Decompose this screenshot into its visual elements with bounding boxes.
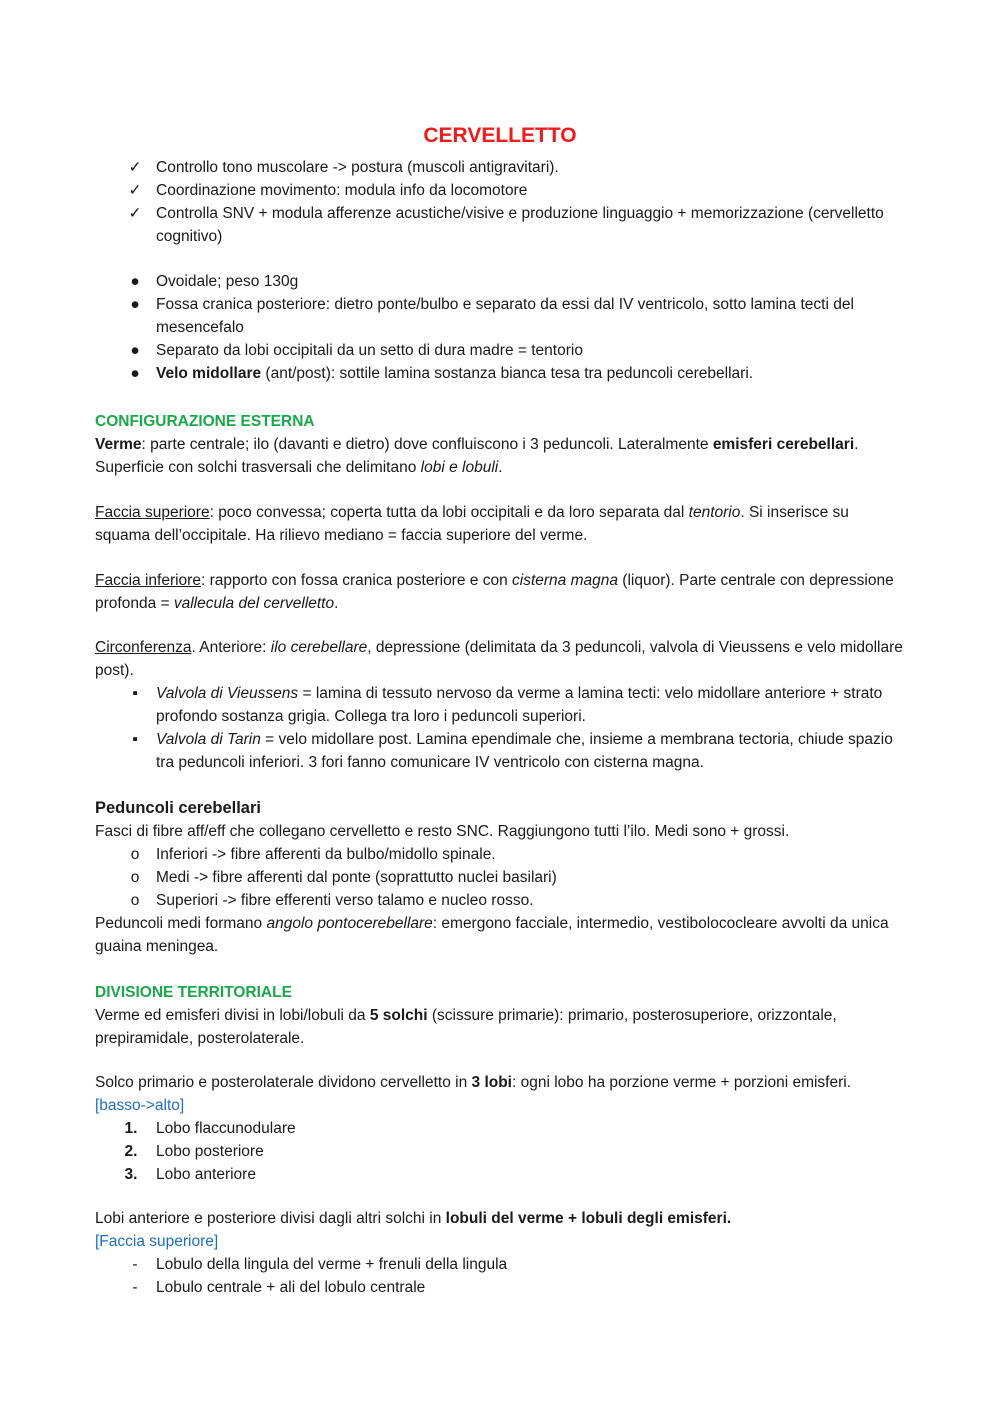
bullet-icon: ● bbox=[130, 342, 140, 359]
circle-bullet-icon: o bbox=[130, 892, 140, 909]
paragraph-faccia-superiore: Faccia superiore: poco convessa; coperta tutta da lobi occipitali e da loro separata dal tentorio. Si inserisce su squama dell’occipitale. Ha rilievo mediano = faccia superiore del verme. bbox=[95, 504, 849, 544]
list-item: - Lobulo centrale + ali del lobulo centrale bbox=[95, 1276, 905, 1299]
bullet-list bbox=[95, 270, 905, 385]
list-item: 1. Lobo flaccunodulare bbox=[124, 1120, 296, 1137]
list-item: - Lobulo della lingula del verme + frenuli della lingula bbox=[95, 1253, 905, 1276]
checkmark-icon: ✓ bbox=[128, 182, 142, 199]
bullet-icon: ● bbox=[130, 365, 140, 382]
list-item: o Inferiori -> fibre afferenti da bulbo/midollo spinale. bbox=[95, 843, 905, 866]
list-item: ✓ Coordinazione movimento: modula info da locomotore bbox=[95, 179, 905, 202]
check-list bbox=[95, 156, 905, 248]
section-heading: Peduncoli cerebellari bbox=[95, 799, 261, 817]
paragraph-lobuli: Lobi anteriore e posteriore divisi dagli altri solchi in lobuli del verme + lobuli degli emisferi. [Faccia superiore] - Lobulo della lingula del verme + frenuli della lingula - Lobulo centrale + ali del lobulo centrale bbox=[95, 1207, 905, 1299]
paragraph-angolo: Peduncoli medi formano angolo pontocerebellare: emergono facciale, intermedio, vestibolococleare avvolti da unica guaina meningea. bbox=[95, 915, 889, 955]
paragraph-circonferenza: Circonferenza. Anteriore: ilo cerebellare, depressione (delimitata da 3 peduncoli, valvola di Vieussens e velo midollare post). ▪ Valvola di Vieussens = lamina di tessuto nervoso da verme a lamina tecti: velo midollare anteriore + strato profondo sostanza grigia. Collega tra loro i peduncoli superiori. ▪ Valvola di Tarin = velo midollare post. Lamina ependimale che, insieme a membrana tectoria, chiude spazio tra peduncoli inferiori. 3 fori fanno comunicare IV ventricolo con cisterna magna. bbox=[95, 636, 905, 774]
paragraph-lobi: Solco primario e posterolaterale dividono cervelletto in 3 lobi: ogni lobo ha porzione verme + porzioni emisferi. [basso->alto] 1. Lobo flaccunodulare 2. Lobo posteriore 3. Lobo anteriore bbox=[95, 1071, 905, 1186]
section-configurazione bbox=[95, 410, 905, 479]
list-item: ● Velo midollare (ant/post): sottile lamina sostanza bianca tesa tra peduncoli cerebellari. bbox=[95, 362, 905, 385]
list-item: o Superiori -> fibre efferenti verso talamo e nucleo rosso. bbox=[95, 889, 905, 912]
list-item: 2. Lobo posteriore bbox=[124, 1143, 264, 1160]
list-item: ● Ovoidale; peso 130g bbox=[95, 270, 905, 293]
square-bullet-icon: ▪ bbox=[132, 731, 138, 748]
dash-bullet-icon: - bbox=[132, 1256, 138, 1273]
list-item: ● Fossa cranica posteriore: dietro ponte/bulbo e separato da essi dal IV ventricolo, sotto lamina tecti del mesencefalo bbox=[95, 293, 905, 339]
paragraph-solchi: Verme ed emisferi divisi in lobi/lobuli da 5 solchi (scissure primarie): primario, posterosuperiore, orizzontale, prepiramidale, posterolaterale. bbox=[95, 1007, 837, 1047]
list-item: ● Separato da lobi occipitali da un setto di dura madre = tentorio bbox=[95, 339, 905, 362]
list-item: 3. Lobo anteriore bbox=[124, 1166, 256, 1183]
section-heading: CONFIGURAZIONE ESTERNA bbox=[95, 413, 315, 430]
checkmark-icon: ✓ bbox=[128, 159, 142, 176]
paragraph-faccia-inferiore: Faccia inferiore: rapporto con fossa cranica posteriore e con cisterna magna (liquor). Parte centrale con depressione profonda = vallecula del cervelletto. bbox=[95, 572, 894, 612]
list-item: ▪ Valvola di Tarin = velo midollare post. Lamina ependimale che, insieme a membrana tectoria, chiude spazio tra peduncoli inferiori. 3 fori fanno comunicare IV ventricolo con cisterna magna. bbox=[95, 728, 905, 774]
paragraph-verme: Verme: parte centrale; ilo (davanti e dietro) dove confluiscono i 3 peduncoli. Lateralmente emisferi cerebellari. Superficie con solchi trasversali che delimitano lobi e lobuli. bbox=[95, 436, 859, 476]
section-peduncoli: Peduncoli cerebellari Fasci di fibre aff/eff che collegano cervelletto e resto SNC. Raggiungono tutti l’ilo. Medi sono + grossi. o Inferiori -> fibre afferenti da bulbo/midollo spinale. o Medi -> fibre afferenti dal ponte (soprattutto nuclei basilari) o Superiori -> fibre efferenti verso talamo e nucleo rosso. Peduncoli medi formano angolo pontocerebellare: emergono facciale, intermedio, vestibolococleare avvolti da unica guaina meningea. bbox=[95, 797, 905, 958]
checkmark-icon: ✓ bbox=[128, 205, 142, 222]
circle-bullet-icon: o bbox=[130, 869, 140, 886]
dash-bullet-icon: - bbox=[132, 1279, 138, 1296]
list-item: ✓ Controlla SNV + modula afferenze acustiche/visive e produzione linguaggio + memorizzazione (cervelletto cognitivo) bbox=[95, 202, 905, 248]
list-item: o Medi -> fibre afferenti dal ponte (soprattutto nuclei basilari) bbox=[95, 866, 905, 889]
circle-bullet-icon: o bbox=[130, 846, 140, 863]
note-faccia-superiore: [Faccia superiore] bbox=[95, 1233, 219, 1250]
list-item: ▪ Valvola di Vieussens = lamina di tessuto nervoso da verme a lamina tecti: velo midollare anteriore + strato profondo sostanza grigia. Collega tra loro i peduncoli superiori. bbox=[95, 682, 905, 728]
bullet-icon: ● bbox=[130, 296, 140, 313]
page-title: CERVELLETTO bbox=[423, 124, 577, 147]
square-bullet-icon: ▪ bbox=[132, 685, 138, 702]
bullet-icon: ● bbox=[130, 273, 140, 290]
section-heading: DIVISIONE TERRITORIALE bbox=[95, 984, 292, 1001]
list-item: ✓ Controllo tono muscolare -> postura (muscoli antigravitari). bbox=[95, 156, 905, 179]
section-divisione bbox=[95, 981, 905, 1050]
